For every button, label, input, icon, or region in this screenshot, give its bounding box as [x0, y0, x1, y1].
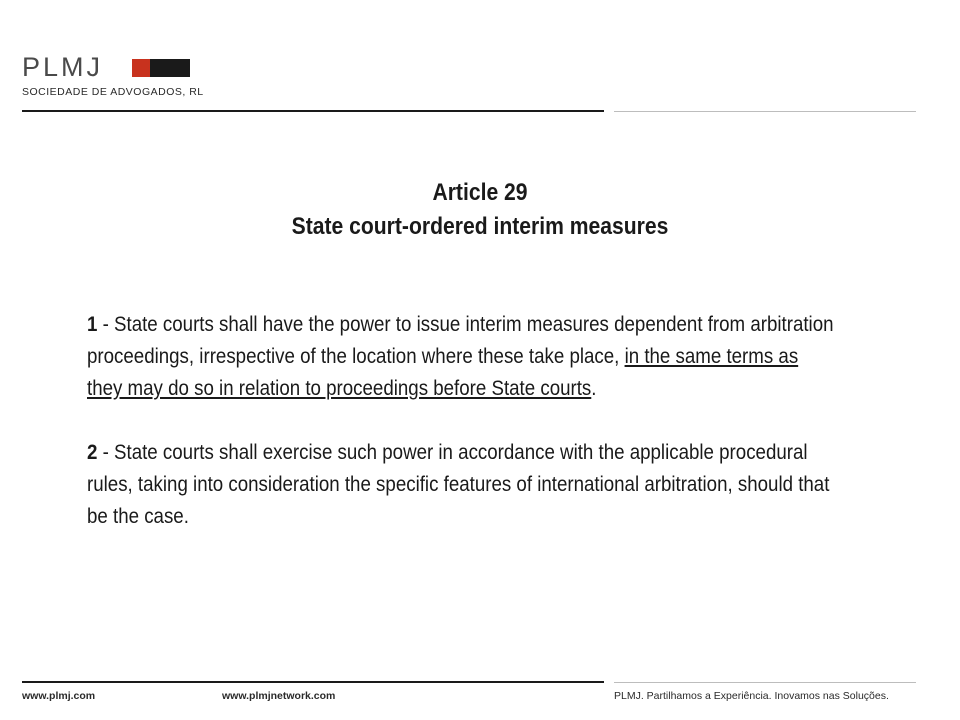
logo-black-bar [150, 59, 190, 77]
article-title: State court-ordered interim measures [291, 213, 669, 240]
paragraph-text-end: . [591, 376, 597, 400]
paragraph-1 [87, 308, 835, 404]
article-heading [0, 176, 960, 244]
article-body [87, 308, 835, 564]
paragraph-text: - State courts shall exercise such power in accordance with the applicable procedural rules, taking into consideration the specific features of international arbitration, should that be the case. [87, 440, 830, 528]
header-rule-dark [22, 110, 604, 112]
logo-red-square [132, 59, 150, 77]
header-rule-light [614, 111, 916, 112]
article-number: Article 29 [432, 179, 528, 206]
paragraph-number: 1 [87, 312, 98, 336]
paragraph-2 [87, 436, 835, 532]
footer-tagline: PLMJ. Partilhamos a Experiência. Inovamos nas Soluções. [614, 690, 889, 702]
footer-rule-dark [22, 681, 604, 683]
footer-site-network[interactable]: www.plmjnetwork.com [222, 690, 336, 702]
logo-subtitle: SOCIEDADE DE ADVOGADOS, RL [22, 86, 204, 98]
footer-site-plmj[interactable]: www.plmj.com [22, 690, 96, 702]
logo-wordmark: PLMJ [22, 52, 104, 82]
underlined-text: in the same terms as they may do so in relation to proceedings before State courts [87, 344, 799, 400]
footer-rule-light [614, 682, 916, 683]
paragraph-text: - State courts shall have the power to issue interim measures dependent from arbitration proceedings, irrespective of the location where these take place, [87, 312, 834, 368]
paragraph-number: 2 [87, 440, 98, 464]
